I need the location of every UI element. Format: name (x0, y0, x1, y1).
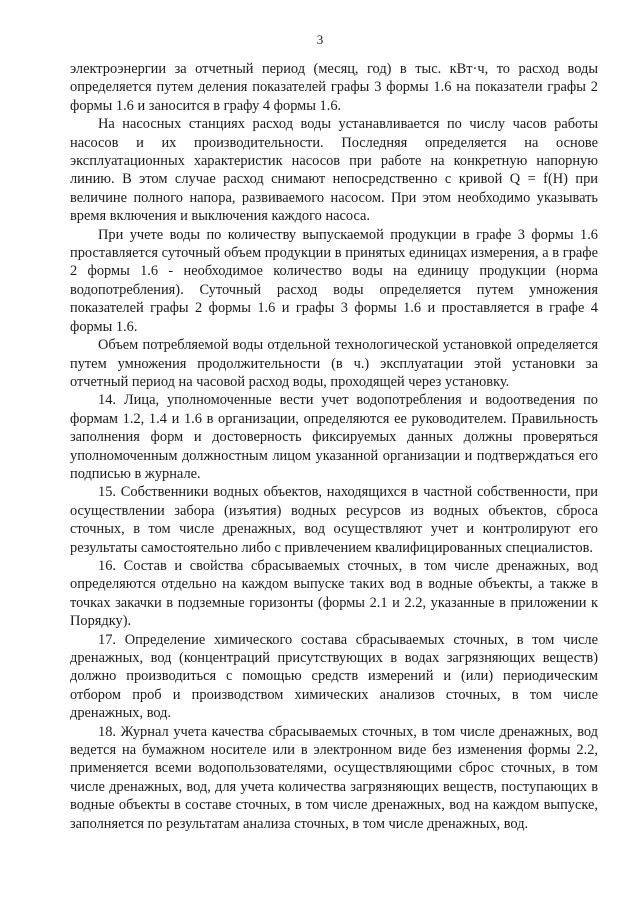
document-body (70, 60, 598, 833)
paragraph-18: 18. Журнал учета качества сбрасываемых сточных, в том числе дренажных, вод ведется на бумажном носителе или в электронном виде без изменения формы 2.2, применяется всеми водопользователями, осуществляющими сброс сточных, в том числе дренажных, вод, для учета количества загрязняющих веществ, поступающих в водные объекты в составе сточных, в том числе дренажных, вод на каждом выпуске, заполняется по результатам анализа сточных, в том числе дренажных, вод. (70, 723, 598, 832)
paragraph-continuation: электроэнергии за отчетный период (месяц, год) в тыс. кВт·ч, то расход воды определяется путем деления показателей графы 3 формы 1.6 на показатели графы 2 формы 1.6 и заносится в графу 4 формы 1.6. (70, 61, 598, 114)
page-number: 3 (316, 32, 324, 47)
paragraph-production-accounting: При учете воды по количеству выпускаемой продукции в графе 3 формы 1.6 проставляется суточный объем продукции в принятых единицах измерения, а в графе 2 формы 1.6 - необходимое количество воды на единицу продукции (норма водопотребления). Суточный расход воды определяется путем умножения показателей графы 2 формы 1.6 и графы 3 формы 1.6 и проставляется в графе 4 формы 1.6. (70, 226, 598, 335)
paragraph-14: 14. Лица, уполномоченные вести учет водопотребления и водоотведения по формам 1.2, 1.4 и 1.6 в организации, определяются ее руководителем. Правильность заполнения форм и достоверность фиксируемых данных должны проверяться уполномоченным должностным лицом указанной организации и подтверждаться его подписью в журнале. (70, 392, 598, 482)
paragraph-installation-volume: Объем потребляемой воды отдельной технологической установкой определяется путем умножения продолжительности (в ч.) эксплуатации этой установки за отчетный период на часовой расход воды, проходящей через установку. (70, 337, 598, 390)
paragraph-17: 17. Определение химического состава сбрасываемых сточных, в том числе дренажных, вод (концентраций присутствующих в водах загрязняющих веществ) должно производиться с помощью средств измерений и (или) периодическим отбором проб и производством химических анализов сточных, в том числе дренажных, вод. (70, 631, 598, 722)
paragraph-16: 16. Состав и свойства сбрасываемых сточных, в том числе дренажных, вод определяются отдельно на каждом выпуске таких вод в водные объекты, а также в точках закачки в подземные горизонты (формы 2.1 и 2.2, указанные в приложении к Порядку). (70, 557, 598, 630)
paragraph-15: 15. Собственники водных объектов, находящихся в частной собственности, при осуществлении забора (изъятия) водных ресурсов из водных объектов, сброса сточных, в том числе дренажных, вод осуществляют учет и контролируют его результаты самостоятельно либо с привлечением квалифицированных специалистов. (70, 484, 598, 556)
paragraph-pump-stations: На насосных станциях расход воды устанавливается по числу часов работы насосов и их производительности. Последняя определяется на основе эксплуатационных характеристик насосов при работе на конкретную напорную линию. В этом случае расход снимают непосредственно с кривой Q = f(H) при величине полного напора, развиваемого насосом. При этом необходимо указывать время включения и выключения каждого насоса. (70, 116, 598, 225)
